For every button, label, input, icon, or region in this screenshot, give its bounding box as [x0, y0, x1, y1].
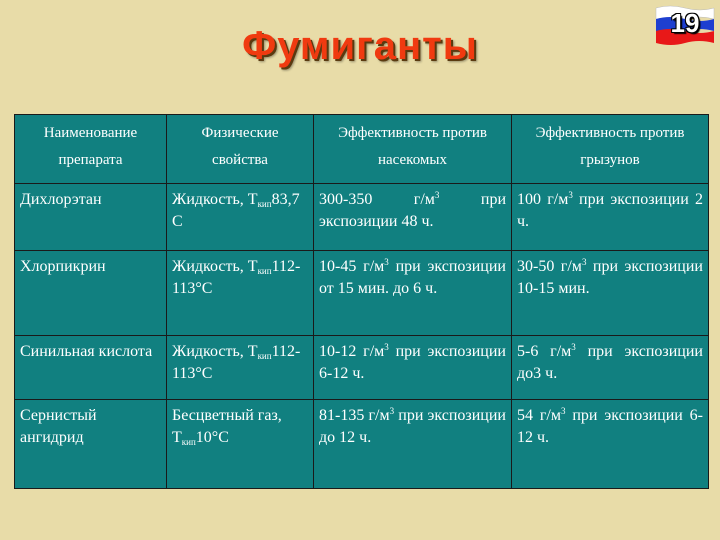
dose-superscript: 3: [581, 257, 587, 267]
dose-superscript: 3: [571, 342, 576, 352]
prop-text: Жидкость, Т: [172, 343, 258, 360]
exposure-text: при экспозиции от 15 мин. до 6 ч.: [319, 258, 506, 297]
header-cell-insects: Эффективность против насекомых: [314, 115, 512, 184]
cell-insects: [314, 184, 512, 251]
header-cell-name: Наименование препарата: [15, 115, 167, 184]
dose-superscript: 3: [389, 406, 395, 416]
slide-title: Фумиганты: [242, 24, 478, 68]
exposure-text: при экспозиции 48 ч.: [319, 191, 506, 230]
dose-superscript: 3: [568, 190, 573, 200]
cell-rodents: [512, 251, 709, 336]
exposure-text: при экспозиции 6-12 ч.: [319, 343, 506, 382]
exposure-text: при экспозиции до3 ч.: [517, 343, 703, 382]
cell-name: Сернистый ангидрид: [15, 400, 167, 489]
prop-value: 112-113°С: [172, 258, 301, 297]
cell-name: Дихлорэтан: [15, 184, 167, 251]
dose-superscript: 3: [434, 190, 440, 200]
table-row: [15, 251, 709, 336]
cell-insects: [314, 251, 512, 336]
header-cell-rodents: Эффективность против грызунов: [512, 115, 709, 184]
prop-value: 112-113°С: [172, 343, 301, 382]
cell-name: Синильная кислота: [15, 336, 167, 400]
table-row: [15, 400, 709, 489]
cell-properties: [167, 336, 314, 400]
dose-text: 10-45 г/м: [319, 258, 385, 275]
table-row: [15, 336, 709, 400]
exposure-text: при экспозиции до 12 ч.: [319, 407, 506, 446]
prop-text: Жидкость, Т: [172, 191, 258, 208]
cell-name: Хлорпикрин: [15, 251, 167, 336]
dose-text: 100 г/м: [517, 191, 569, 208]
dose-text: 300-350 г/м: [319, 191, 435, 208]
header-cell-properties: Физические свойства: [167, 115, 314, 184]
dose-text: 30-50 г/м: [517, 258, 582, 275]
cell-rodents: [512, 400, 709, 489]
exposure-text: при экспозиции 2 ч.: [517, 191, 703, 230]
cell-rodents: [512, 184, 709, 251]
dose-text: 81-135 г/м: [319, 407, 390, 424]
dose-text: 54 г/м: [517, 407, 561, 424]
slide-number: 19: [670, 8, 700, 38]
cell-properties: [167, 184, 314, 251]
prop-subscript: кип: [181, 437, 196, 447]
dose-text: 5-6 г/м: [517, 343, 572, 360]
table-header-row: [15, 115, 709, 184]
dose-superscript: 3: [384, 257, 389, 267]
prop-subscript: кип: [257, 266, 272, 276]
prop-value: 83,7 С: [172, 191, 300, 230]
dose-superscript: 3: [561, 406, 566, 416]
table-row: [15, 184, 709, 251]
russian-flag-icon: [654, 2, 716, 48]
prop-subscript: кип: [257, 351, 272, 361]
prop-text: Жидкость, Т: [172, 258, 258, 275]
dose-superscript: 3: [384, 342, 389, 352]
exposure-text: при экспозиции 6-12 ч.: [517, 407, 703, 446]
dose-text: 10-12 г/м: [319, 343, 385, 360]
cell-insects: [314, 336, 512, 400]
fumigants-table: [14, 114, 709, 489]
prop-value: 10°С: [195, 429, 229, 446]
prop-text: Бесцветный газ, Т: [172, 407, 282, 446]
cell-rodents: [512, 336, 709, 400]
cell-properties: [167, 400, 314, 489]
cell-insects: [314, 400, 512, 489]
prop-subscript: кип: [257, 199, 272, 209]
exposure-text: при экспозиции 10-15 мин.: [517, 258, 703, 297]
cell-properties: [167, 251, 314, 336]
